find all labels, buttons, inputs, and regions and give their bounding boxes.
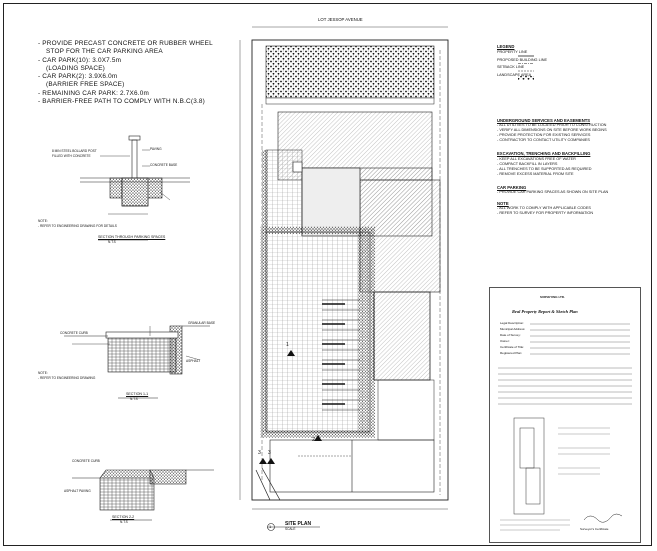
note-line: - CAR PARK(2): 3.9X6.0m — [38, 73, 118, 81]
note-line: - CAR PARK(10): 3.0X7.5m — [38, 56, 122, 64]
site-plan-scale: SCALE — [285, 527, 296, 531]
parking-area — [266, 232, 370, 432]
detail3-label-b: ASPHALT PAVING — [64, 489, 91, 493]
detail2-note: NOTE: — [38, 371, 48, 375]
notes-line: - ALL UTILITIES TO BE LOCATED PRIOR TO CONSTRUCTION — [497, 123, 607, 128]
notes-line: - PROVIDE PROTECTION FOR EXISTING SERVICES — [497, 133, 591, 138]
notes-heading: CAR PARKING — [497, 184, 527, 190]
legend-item: PROPOSED BUILDING LINE — [497, 57, 548, 62]
note-line: STOP FOR THE CAR PARKING AREA — [46, 48, 163, 56]
building-south — [374, 292, 430, 380]
notes-line: - CONTRACTOR TO CONTACT UTILITY COMPANIES — [497, 138, 590, 143]
notes-line: - KEEP ALL EXCAVATIONS FREE OF WATER — [497, 156, 576, 161]
note-line: - PROVIDE PRECAST CONCRETE OR RUBBER WHEEL — [38, 40, 213, 47]
survey-footer: Surveyor's Certificate — [580, 527, 609, 531]
survey-document — [489, 287, 641, 543]
detail1-label-c: PAVING — [150, 147, 162, 151]
legend-item: PROPERTY LINE — [497, 50, 528, 55]
landscape-area — [266, 46, 434, 98]
survey-line: Certificate of Title: — [500, 345, 525, 349]
notes-heading: UNDERGROUND SERVICES AND EASEMENTS — [497, 118, 591, 123]
note-line: (LOADING SPACE) — [46, 64, 105, 72]
site-plan-title: SITE PLAN — [285, 521, 312, 527]
note-line: - BARRIER-FREE PATH TO COMPLY WITH N.B.C(3.8) — [38, 98, 206, 106]
detail2-label-a: CONCRETE CURB — [60, 331, 88, 335]
detail1-scale: N.T.S — [108, 240, 116, 244]
legend — [497, 44, 635, 79]
notes-line: - PROVIDE CAR PARKING SPACES AS SHOWN ON SITE PLAN — [497, 190, 609, 195]
detail3-title: SECTION 2-2 — [112, 515, 135, 519]
survey-sketch — [490, 288, 640, 542]
survey-header: SURVEYING LTD. — [540, 295, 565, 299]
survey-line: Date of Survey: — [500, 333, 521, 337]
section-marker-4: 3 — [268, 450, 271, 456]
detail1-note: NOTE: — [38, 219, 48, 223]
notes-line: - VERIFY ALL DIMENSIONS ON SITE BEFORE WORK BEGINS — [497, 128, 607, 133]
legend-item: LANDSCAPE AREA — [497, 72, 532, 77]
detail2-note-text: - REFER TO ENGINEERING DRAWING — [38, 376, 96, 380]
survey-line: Municipal Address: — [500, 327, 526, 331]
detail1-label-b: FILLED WITH CONCRETE — [52, 154, 91, 158]
section-marker-3: 3 — [258, 450, 261, 456]
notes-line: - REFER TO SURVEY FOR PROPERTY INFORMATION — [497, 211, 594, 216]
note-line: (BARRIER FREE SPACE) — [46, 81, 125, 89]
site-plan — [240, 27, 448, 509]
survey-title: Real Property Report & Sketch Plan — [512, 309, 578, 314]
detail2-label-b: GRANULAR BASE — [188, 321, 216, 325]
detail1-label-d: CONCRETE BASE — [150, 163, 178, 167]
legend-item: SETBACK LINE — [497, 65, 525, 70]
notes-heading: EXCAVATION, TRENCHING AND BACKFILLING — [497, 151, 591, 157]
survey-line: Legal Description: — [500, 321, 525, 325]
notes-line: - ALL WORK TO COMPLY WITH APPLICABLE CODES — [497, 206, 591, 211]
legend-title: LEGEND — [497, 44, 515, 49]
detail2-scale: N.T.S — [130, 397, 138, 401]
road-label: LOT JESSOP AVENUE — [318, 17, 363, 22]
site-plan-marker-number: 1 — [269, 524, 272, 529]
survey-line: Owner: — [500, 339, 510, 343]
detail3-scale: N.T.S — [120, 520, 128, 524]
section-marker-2: 2 — [312, 437, 315, 443]
detail2-label-c: ASPHALT — [186, 359, 201, 363]
notes-heading: NOTE — [497, 201, 509, 207]
detail2-title: SECTION 1-1 — [126, 392, 149, 396]
detail1-note-text: - REFER TO ENGINEERING DRAWING FOR DETAILS — [38, 224, 117, 228]
detail1-title: SECTION THROUGH PARKING SPACES — [98, 235, 166, 239]
survey-line: Registered Plan: — [500, 351, 523, 355]
notes-line: - COMPACT BACKFILL IN LAYERS — [497, 161, 558, 166]
right-notes — [497, 118, 635, 216]
detail3-label-a: CONCRETE CURB — [72, 459, 100, 463]
section-marker-1: 1 — [286, 342, 289, 348]
notes-line: - REMOVE EXCESS MATERIAL FROM SITE — [497, 171, 574, 176]
detail-section-2 — [72, 470, 214, 520]
note-line: - REMAINING CAR PARK: 2.7X6.0m — [38, 89, 149, 97]
notes-line: - ALL TRENCHES TO BE SUPPORTED AS REQUIRED — [497, 166, 592, 171]
detail1-label-a: 8 MIN STEEL BOLLARD POST — [52, 149, 97, 153]
